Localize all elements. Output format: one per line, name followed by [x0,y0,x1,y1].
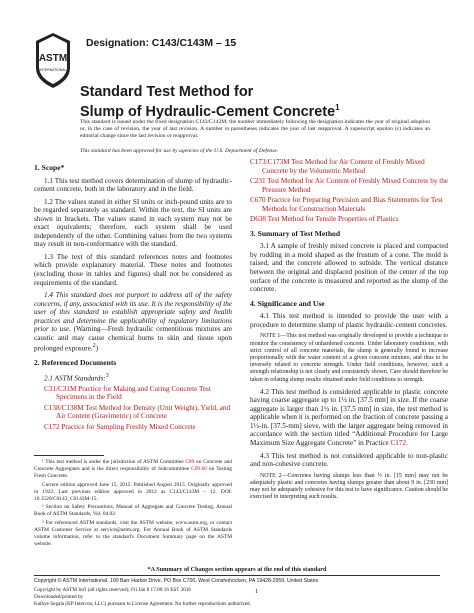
note-2: NOTE 2—Concretes having slumps less than ½ in. [15 mm] may not be adequately plastic and concretes having slumps greater than about 9 in. [230 mm] may not be adequately cohesive for this test to have significance. Caution should be exercised in interpreting such results. [250,472,448,501]
logo-wordmark: ASTM [38,53,68,64]
ref-link-c231[interactable]: C231 [250,177,266,186]
ref-title: Test Method for Density (Unit Weight), Yield, and Air Content (Gravimetric) of Concrete [56,403,231,421]
ref-item [250,215,448,224]
ref-link-c172[interactable]: C172 [44,423,60,431]
scope-p4 [34,291,232,353]
ref-title: Practice for Preparing Precision and Bias Statements for Test Methods for Construction Materials [262,196,443,213]
ref-item [250,196,448,213]
refdocs-heading: 2. Referenced Documents [34,358,117,368]
significance-p2 [250,388,448,448]
significance-heading: 4. Significance and Use [250,298,325,308]
footnotes [34,459,232,550]
ref-item [44,423,232,432]
ref-title: Test Method for Air Content of Freshly Mixed Concrete by the Volumetric Method [262,158,425,175]
right-column [250,158,448,505]
issued-note: This standard is issued under the fixed designation C143/C143M; the number immediately following the designation indicates the year of original adoption or, in the case of revision, the year of last revision. A number in parentheses indicates the year of last reapproval. A superscript epsilon (ε) indicates an editorial change since the last revision or reapproval. [80,119,430,140]
license-line-3: Kathye Segala (KP Intercon, LLC) pursuant to License Agreement. No further reproductions authorized. [34,600,251,607]
significance-p3: 4.3 This test method is not considered applicable to non-plastic and non-cohesive concrete. [250,451,448,469]
ref-link-c138[interactable]: C138/C138M [44,403,84,412]
footnote-2: ² Section on Safety Precautions, Manual of Aggregate and Concrete Testing, Annual Book of ASTM Standards, Vol. 04.02. [34,504,232,518]
copyright-line: Copyright © ASTM International, 100 Barr Harbor Drive, PO Box C700, West Conshohocken, PA 19428-2959. United States [34,578,319,584]
ref-item [44,385,232,402]
scope-p3: 1.3 The text of this standard references notes and footnotes which provide explanatory material. These notes and footnotes (excluding those in tables and figures) shall not be considered as requirements of the standard. [34,252,232,287]
footnote-1-text: ¹ This test method is under the jurisdiction of ASTM Committee [42,459,186,465]
astm-standards-label: 2.1 ASTM Standards: [44,374,106,383]
ref-title: Practice for Making and Curing Concrete Test Specimens in the Field [56,384,211,402]
summary-heading: 3. Summary of Test Method [250,228,341,238]
logo-subtext: INTERNATIONAL [39,68,67,72]
footer-rule [34,575,440,576]
scope-p4-end: ) [95,344,99,353]
designation: Designation: C143/C143M – 15 [86,38,237,49]
footnote-1-text: on Testing Fresh Concrete. [34,465,232,479]
significance-p2-text: 4.2 This test method is considered applicable to plastic concrete having coarse aggregate up to 1½ in. [37.5 mm] in size. If the coarse aggregate is larger than 1½ in. [37.5 mm] in size, the test method is applicable when it is performed on the fraction of concrete passing a 1½-in. [37.5-mm] sieve, with the larger aggregate being removed in accordance with the section titled “Additional Procedure for Large Maximum Size Aggregate Concrete” in Practice [250,387,448,447]
license-line-1: Copyright by ASTM Int'l (all rights reserved); Fri Jan 8 17:00:16 EST 2016 [34,587,192,593]
footnote-rule [34,455,104,456]
title-line-2 [80,100,340,120]
ref-link-c670[interactable]: C670 [250,196,266,205]
license-block [34,587,444,607]
summary-of-changes-note: *A Summary of Changes section appears at the end of this standard [147,566,327,573]
astm-standards-sup: 3 [105,372,109,379]
page-number: 1 [255,588,259,595]
scope-p4-italic: 1.4 This standard does not purport to address all of the safety concerns, if any, associated with its use. It is the responsibility of the user of this standard to establish appropriate safety and health practices and determine the applicability of regulatory limitations prior to use. [34,291,232,334]
ref-item [250,177,448,194]
license-line-2: Downloaded/printed by [34,593,84,600]
title-text: Slump of Hydraulic-Cement Concrete [80,103,336,120]
footnote-1 [34,459,232,480]
ref-link-c172-inline[interactable]: C172 [390,439,407,447]
title-line-1: Standard Test Method for [80,84,254,100]
scope-p2: 1.2 The values stated in either SI units or inch-pound units are to be regarded separately as standard. Within the text, the SI units are shown in brackets. The values stated in each system may not be exact equivalents; therefore, each system shall be used independently of the other. Combining values from the two systems may result in non-conformance with the standard. [34,197,232,249]
scope-p4-sup: 2 [92,343,96,350]
scope-heading: 1. Scope* [34,163,65,172]
ref-link-c173[interactable]: C173/C173M [250,158,290,166]
scope-p1: 1.1 This test method covers determination of slump of hydraulic-cement concrete, both in the laboratory and in the field. [34,176,232,194]
subcommittee-link[interactable]: C09.60 [191,465,207,472]
document-title [80,84,340,120]
ref-link-c31[interactable]: C31/C31M [44,384,77,393]
ref-item [44,404,232,421]
committee-link[interactable]: C09 [185,459,195,465]
scope-p4-warning: (Warning—Fresh hydraulic cementitious mixtures are caustic and may cause chemical burns to skin and tissue upon prolonged exposure. [34,325,233,353]
significance-p2-end: . [406,439,408,447]
footnote-3: ³ For referenced ASTM standards, visit the ASTM website, www.astm.org, or contact ASTM Customer Service at service@astm.org. For Annual Book of ASTM Standards volume information, refer to the standard's Document Summary page on the ASTM website. [34,520,232,547]
astm-standards-subheading [44,372,232,383]
ref-item [250,158,448,175]
footnote-1-text: on Concrete and Concrete Aggregates and is the direct responsibility of Subcommittee [34,459,232,472]
ref-title: Test Method for Air Content of Freshly Mixed Concrete by the Pressure Method [262,177,448,194]
astm-logo [34,32,72,90]
summary-p1: 3.1 A sample of freshly mixed concrete is placed and compacted by rodding in a mold shaped as the frustum of a cone. The mold is raised, and the concrete allowed to subside. The vertical distance between the original and displaced position of the center of the top surface of the concrete is measured and reported as the slump of the concrete. [250,242,448,294]
title-footnote-marker: 1 [335,103,340,112]
left-column [34,158,232,434]
footnote-edition: Current edition approved June 15, 2015. Published August 2015. Originally approved in 1922. Last previous edition approved in 2012 as C143/C143M – 12. DOI: 10.1520/C0143_C0143M-15. [34,481,232,502]
significance-p1: 4.1 This test method is intended to provide the user with a procedure to determine slump of plastic hydraulic-cement concretes. [250,312,448,329]
approved-note: This standard has been approved for use by agencies of the U.S. Department of Defense. [80,148,279,154]
ref-title: Test Method for Tensile Properties of Plastics [265,215,399,224]
note-1: NOTE 1—This test method was originally developed to provide a technique to monitor the consistency of unhardened concrete. Under laboratory conditions, with strict control of all concrete materials, the slump is generally found to increase proportionally with the water content of a given concrete mixture, and thus to be inversely related to concrete strength. Under field conditions, however, such a strength relationship is not clearly and consistently shown. Care should therefore be taken in relating slump results obtained under field conditions to strength. [250,333,448,383]
ref-link-d638[interactable]: D638 [250,215,266,224]
ref-title: Practice for Sampling Freshly Mixed Concrete [59,423,196,431]
